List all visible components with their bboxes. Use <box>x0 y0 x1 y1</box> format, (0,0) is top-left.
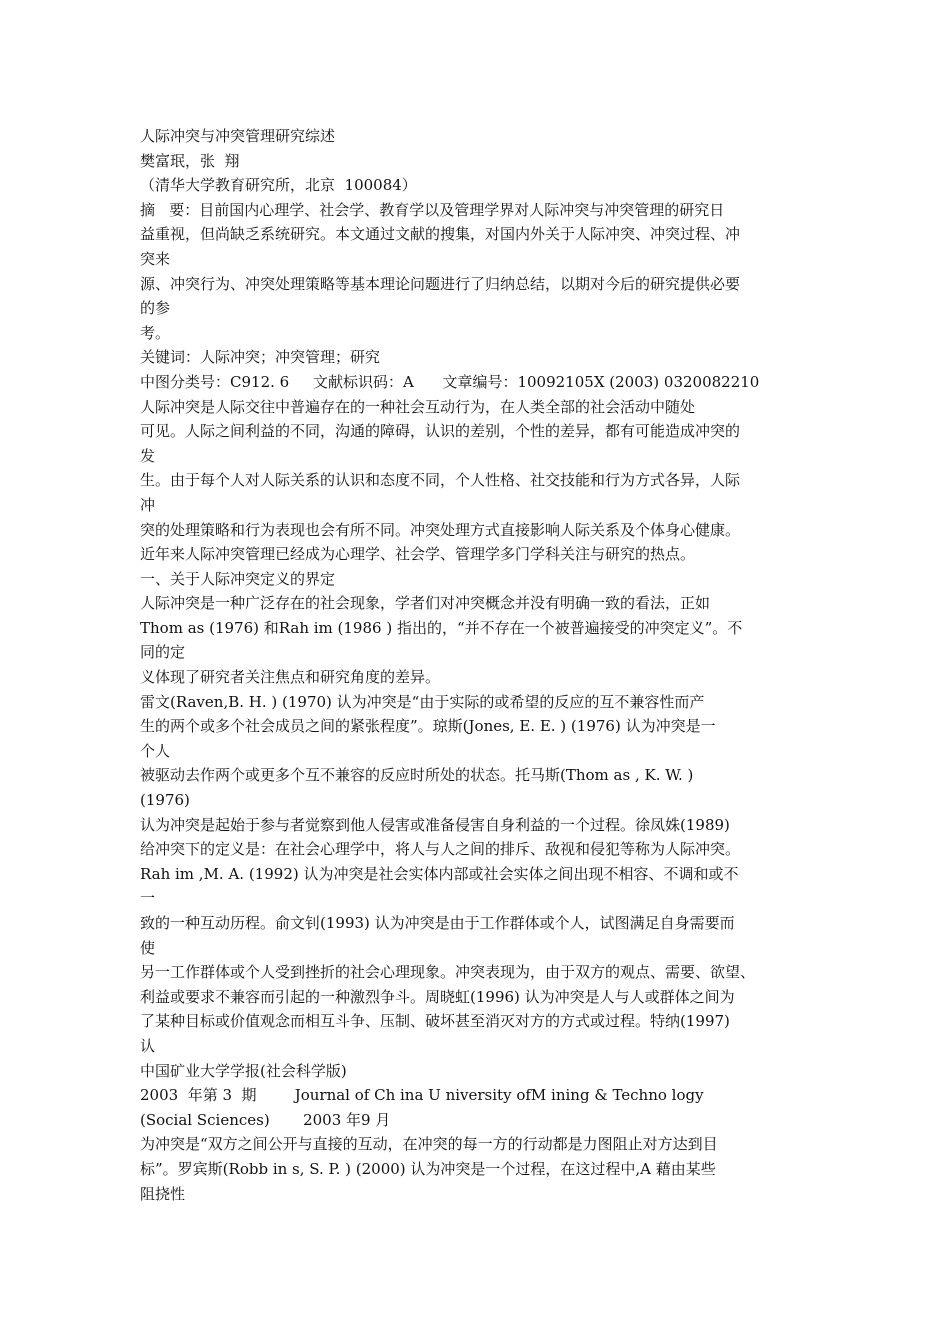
body-line: 阻挠性 <box>140 1184 186 1203</box>
abstract-line: 考。 <box>140 323 171 342</box>
journal-issue-line: 2003 年第 3 期 Journal of Ch ina U niversity ofM ining & Techno logy <box>140 1086 704 1105</box>
abstract-line: 摘 要：目前国内心理学、社会学、教育学以及管理学界对人际冲突与冲突管理的研究日 <box>140 200 725 219</box>
abstract-line: 源、冲突行为、冲突处理策略等基本理论问题进行了归纳总结，以期对今后的研究提供必要 <box>140 274 741 293</box>
body-line: 人际冲突是人际交往中普遍存在的一种社会互动行为，在人类全部的社会活动中随处 <box>140 397 696 416</box>
body-line: 利益或要求不兼容而引起的一种激烈争斗。周晓虹(1996) 认为冲突是人与人或群体之间为 <box>140 987 735 1006</box>
body-line: 一 <box>140 889 156 908</box>
body-line: 近年来人际冲突管理已经成为心理学、社会学、管理学多门学科关注与研究的热点。 <box>140 545 696 564</box>
body-line: 雷文(Raven,B. H. ) (1970) 认为冲突是“由于实际的或希望的反应的互不兼容性而产 <box>140 692 705 711</box>
body-line: Rah im ,M. A. (1992) 认为冲突是社会实体内部或社会实体之间出现不相容、不调和或不 <box>140 864 739 883</box>
body-line: 为冲突是“双方之间公开与直接的互动，在冲突的每一方的行动都是力图阻止对方达到目 <box>140 1135 718 1154</box>
body-line: 另一工作群体或个人受到挫折的社会心理现象。冲突表现为，由于双方的观点、需要、欲望、 <box>140 963 756 982</box>
body-line: 人际冲突是一种广泛存在的社会现象，学者们对冲突概念并没有明确一致的看法，正如 <box>140 594 711 613</box>
body-line: 被驱动去作两个或更多个互不兼容的反应时所处的状态。托马斯(Thom as , K. W. ) <box>140 766 694 785</box>
body-line: 同的定 <box>140 643 186 662</box>
body-line: 可见。人际之间利益的不同，沟通的障碍，认识的差别，个性的差异，都有可能造成冲突的 <box>140 422 741 441</box>
body-line: 冲 <box>140 495 156 514</box>
body-line: 给冲突下的定义是：在社会心理学中，将人与人之间的排斥、敌视和侵犯等称为人际冲突。 <box>140 840 741 859</box>
body-line: 发 <box>140 446 156 465</box>
journal-date-line: (Social Sciences) 2003 年9 月 <box>140 1110 391 1129</box>
abstract-line: 突来 <box>140 249 171 268</box>
body-line: 认为冲突是起始于参与者觉察到他人侵害或准备侵害自身利益的一个过程。徐凤姝(1989) <box>140 815 730 834</box>
article-title: 人际冲突与冲突管理研究综述 <box>140 127 336 145</box>
body-line: 了某种目标或价值观念而相互斗争、压制、破坏甚至消灭对方的方式或过程。特纳(1997) <box>140 1012 730 1031</box>
section-heading: 一、关于人际冲突定义的界定 <box>140 569 336 588</box>
body-line: 致的一种互动历程。俞文钊(1993) 认为冲突是由于工作群体或个人，试图满足自身需要而 <box>140 914 735 932</box>
body-line: 生的两个或多个社会成员之间的紧张程度”。琼斯(Jones, E. E. ) (1976) 认为冲突是一 <box>140 717 716 736</box>
body-line: 突的处理策略和行为表现也会有所不同。冲突处理方式直接影响人际关系及个体身心健康。 <box>140 520 741 539</box>
abstract-line: 的参 <box>140 299 171 318</box>
authors: 樊富珉，张 翔 <box>140 151 240 170</box>
body-line: 义体现了研究者关注焦点和研究角度的差异。 <box>140 668 441 687</box>
abstract-line: 益重视，但尚缺乏系统研究。本文通过文献的搜集，对国内外关于人际冲突、冲突过程、冲 <box>140 225 741 244</box>
body-line: 认 <box>140 1036 156 1055</box>
classification-info: 中图分类号：C912. 6 文献标识码：A 文章编号：10092105X (2003) 0320082210 <box>140 372 760 391</box>
body-line: Thom as (1976) 和Rah im (1986 ) 指出的，“并不存在一个被普遍接受的冲突定义”。不 <box>140 618 743 637</box>
body-line: (1976) <box>140 791 190 810</box>
journal-name: 中国矿业大学学报(社会科学版) <box>140 1061 347 1080</box>
body-line: 个人 <box>140 741 171 760</box>
affiliation: （清华大学教育研究所，北京 100084） <box>140 176 417 195</box>
document-body <box>140 124 820 1206</box>
body-line: 标”。罗宾斯(Robb in s, S. P. ) (2000) 认为冲突是一个过程，在这过程中,A 藉由某些 <box>140 1159 716 1178</box>
body-line: 生。由于每个人对人际关系的认识和态度不同，个人性格、社交技能和行为方式各异，人际 <box>140 471 741 490</box>
keywords: 关键词：人际冲突；冲突管理；研究 <box>140 348 381 367</box>
body-line: 使 <box>140 938 156 957</box>
